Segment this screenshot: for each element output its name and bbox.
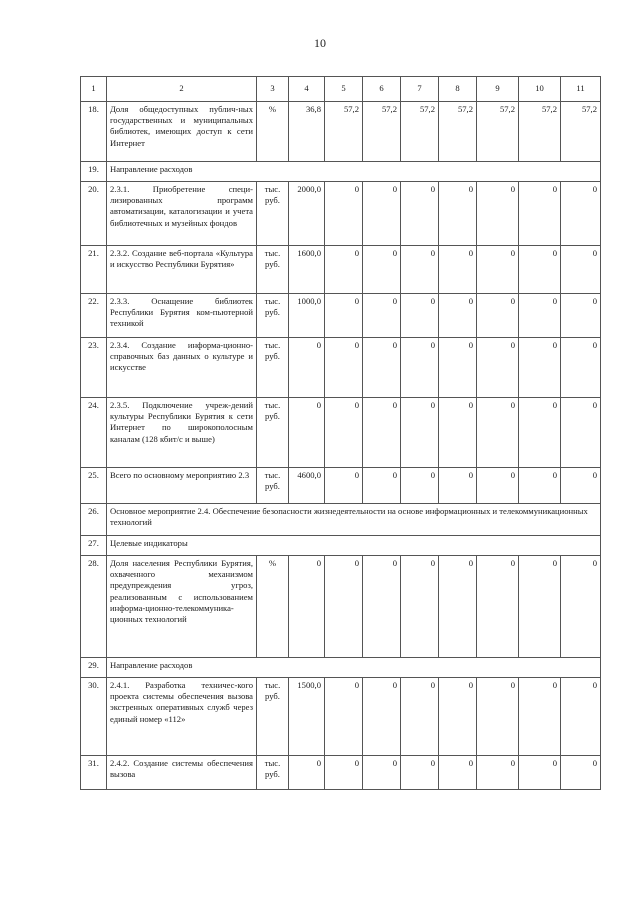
value-cell: 0: [325, 246, 363, 294]
value-cell: 0: [325, 398, 363, 468]
value-cell: 0: [519, 468, 561, 504]
value-cell: 0: [363, 398, 401, 468]
table-row: [81, 294, 601, 338]
value-cell: 1000,0: [289, 294, 325, 338]
value-cell: 0: [439, 338, 477, 398]
value-cell: 0: [477, 468, 519, 504]
row-description: 2.3.2. Создание веб-портала «Культура и искусство Республики Бурятия»: [107, 246, 257, 294]
section-heading: Целевые индикаторы: [107, 536, 601, 556]
unit-cell: тыс. руб.: [257, 294, 289, 338]
table-row: [81, 536, 601, 556]
row-description: Всего по основному мероприятию 2.3: [107, 468, 257, 504]
value-cell: 0: [363, 556, 401, 658]
column-header: 7: [401, 77, 439, 102]
table-row: [81, 182, 601, 246]
value-cell: 57,2: [477, 102, 519, 162]
table-row: [81, 504, 601, 536]
value-cell: 0: [401, 182, 439, 246]
value-cell: 0: [401, 246, 439, 294]
value-cell: 1600,0: [289, 246, 325, 294]
column-header: 2: [107, 77, 257, 102]
value-cell: 0: [477, 294, 519, 338]
value-cell: 0: [363, 182, 401, 246]
value-cell: 4600,0: [289, 468, 325, 504]
value-cell: 0: [325, 756, 363, 790]
value-cell: 0: [439, 468, 477, 504]
unit-cell: %: [257, 102, 289, 162]
column-header: 8: [439, 77, 477, 102]
value-cell: 0: [363, 756, 401, 790]
value-cell: 0: [325, 556, 363, 658]
value-cell: 0: [561, 756, 601, 790]
value-cell: 0: [561, 246, 601, 294]
value-cell: 57,2: [439, 102, 477, 162]
section-heading: Направление расходов: [107, 162, 601, 182]
value-cell: 0: [519, 294, 561, 338]
unit-cell: тыс. руб.: [257, 678, 289, 756]
value-cell: 0: [477, 678, 519, 756]
value-cell: 0: [325, 182, 363, 246]
row-description: Доля населения Республики Бурятия, охваченного механизмом предупреждения угроз, реализованным с использованием информа-ционно-телекоммуника-ционных технологий: [107, 556, 257, 658]
row-number: 21.: [81, 246, 107, 294]
row-number: 28.: [81, 556, 107, 658]
value-cell: 0: [363, 294, 401, 338]
value-cell: 0: [561, 294, 601, 338]
value-cell: 0: [363, 468, 401, 504]
table-row: [81, 468, 601, 504]
value-cell: 36,8: [289, 102, 325, 162]
row-number: 29.: [81, 658, 107, 678]
value-cell: 0: [477, 246, 519, 294]
value-cell: 0: [439, 556, 477, 658]
column-header: 3: [257, 77, 289, 102]
table-row: [81, 246, 601, 294]
value-cell: 0: [401, 468, 439, 504]
column-header: 10: [519, 77, 561, 102]
unit-cell: тыс. руб.: [257, 182, 289, 246]
value-cell: 57,2: [325, 102, 363, 162]
value-cell: 0: [289, 338, 325, 398]
value-cell: 0: [439, 678, 477, 756]
value-cell: 0: [477, 556, 519, 658]
unit-cell: тыс. руб.: [257, 756, 289, 790]
row-number: 20.: [81, 182, 107, 246]
row-number: 27.: [81, 536, 107, 556]
value-cell: 0: [439, 294, 477, 338]
value-cell: 0: [519, 338, 561, 398]
table-row: [81, 556, 601, 658]
value-cell: 0: [401, 556, 439, 658]
value-cell: 0: [325, 294, 363, 338]
value-cell: 0: [561, 468, 601, 504]
value-cell: 57,2: [363, 102, 401, 162]
row-number: 22.: [81, 294, 107, 338]
value-cell: 0: [519, 182, 561, 246]
unit-cell: тыс. руб.: [257, 468, 289, 504]
table-row: [81, 162, 601, 182]
value-cell: 0: [325, 468, 363, 504]
row-number: 18.: [81, 102, 107, 162]
row-number: 25.: [81, 468, 107, 504]
value-cell: 0: [289, 756, 325, 790]
table-row: [81, 338, 601, 398]
section-heading: Направление расходов: [107, 658, 601, 678]
value-cell: 0: [561, 338, 601, 398]
value-cell: 57,2: [561, 102, 601, 162]
value-cell: 0: [519, 246, 561, 294]
table-row: [81, 102, 601, 162]
indicators-table: [80, 76, 601, 790]
value-cell: 0: [401, 678, 439, 756]
value-cell: 1500,0: [289, 678, 325, 756]
value-cell: 0: [561, 556, 601, 658]
row-description: 2.3.5. Подключение учреж-дений культуры Республики Бурятия к сети Интернет по широкополосным каналам (128 кбит/с и выше): [107, 398, 257, 468]
value-cell: 57,2: [401, 102, 439, 162]
page-number: 10: [314, 36, 326, 50]
table-header-row: [81, 77, 601, 102]
section-heading: Основное мероприятие 2.4. Обеспечение безопасности жизнедеятельности на основе информационных и телекоммуникационных технологий: [107, 504, 601, 536]
column-header: 9: [477, 77, 519, 102]
value-cell: 0: [519, 756, 561, 790]
row-number: 30.: [81, 678, 107, 756]
value-cell: 0: [477, 756, 519, 790]
row-description: 2.3.4. Создание информа-ционно-справочных баз данных о культуре и искусстве: [107, 338, 257, 398]
value-cell: 0: [561, 182, 601, 246]
column-header: 5: [325, 77, 363, 102]
value-cell: 0: [439, 398, 477, 468]
value-cell: 0: [561, 398, 601, 468]
unit-cell: тыс. руб.: [257, 246, 289, 294]
value-cell: 0: [439, 182, 477, 246]
unit-cell: тыс. руб.: [257, 398, 289, 468]
value-cell: 0: [363, 678, 401, 756]
table-row: [81, 398, 601, 468]
row-number: 24.: [81, 398, 107, 468]
table-row: [81, 678, 601, 756]
value-cell: 0: [477, 338, 519, 398]
row-description: Доля общедоступных публич-ных государственных и муниципальных библиотек, имеющих доступ к сети Интернет: [107, 102, 257, 162]
row-description: 2.3.1. Приобретение специ-лизированных программ автоматизации, каталогизации и учета библиотечных и музейных фондов: [107, 182, 257, 246]
column-header: 11: [561, 77, 601, 102]
column-header: 1: [81, 77, 107, 102]
value-cell: 0: [519, 556, 561, 658]
column-header: 6: [363, 77, 401, 102]
value-cell: 0: [325, 338, 363, 398]
value-cell: 0: [363, 338, 401, 398]
value-cell: 0: [561, 678, 601, 756]
row-number: 31.: [81, 756, 107, 790]
row-number: 23.: [81, 338, 107, 398]
row-description: 2.3.3. Оснащение библиотек Республики Бурятия ком-пьютерной техникой: [107, 294, 257, 338]
column-header: 4: [289, 77, 325, 102]
value-cell: 0: [401, 338, 439, 398]
value-cell: 0: [289, 556, 325, 658]
value-cell: 0: [363, 246, 401, 294]
unit-cell: тыс. руб.: [257, 338, 289, 398]
row-description: 2.4.2. Создание системы обеспечения вызова: [107, 756, 257, 790]
row-description: 2.4.1. Разработка техничес-кого проекта системы обеспечения вызова экстренных оперативных служб через единый номер «112»: [107, 678, 257, 756]
value-cell: 0: [289, 398, 325, 468]
unit-cell: %: [257, 556, 289, 658]
table-row: [81, 658, 601, 678]
value-cell: 0: [401, 294, 439, 338]
value-cell: 0: [519, 678, 561, 756]
value-cell: 0: [401, 398, 439, 468]
row-number: 19.: [81, 162, 107, 182]
value-cell: 0: [519, 398, 561, 468]
value-cell: 0: [439, 246, 477, 294]
value-cell: 2000,0: [289, 182, 325, 246]
value-cell: 0: [439, 756, 477, 790]
table-row: [81, 756, 601, 790]
value-cell: 0: [477, 182, 519, 246]
value-cell: 0: [325, 678, 363, 756]
value-cell: 0: [477, 398, 519, 468]
row-number: 26.: [81, 504, 107, 536]
value-cell: 57,2: [519, 102, 561, 162]
value-cell: 0: [401, 756, 439, 790]
